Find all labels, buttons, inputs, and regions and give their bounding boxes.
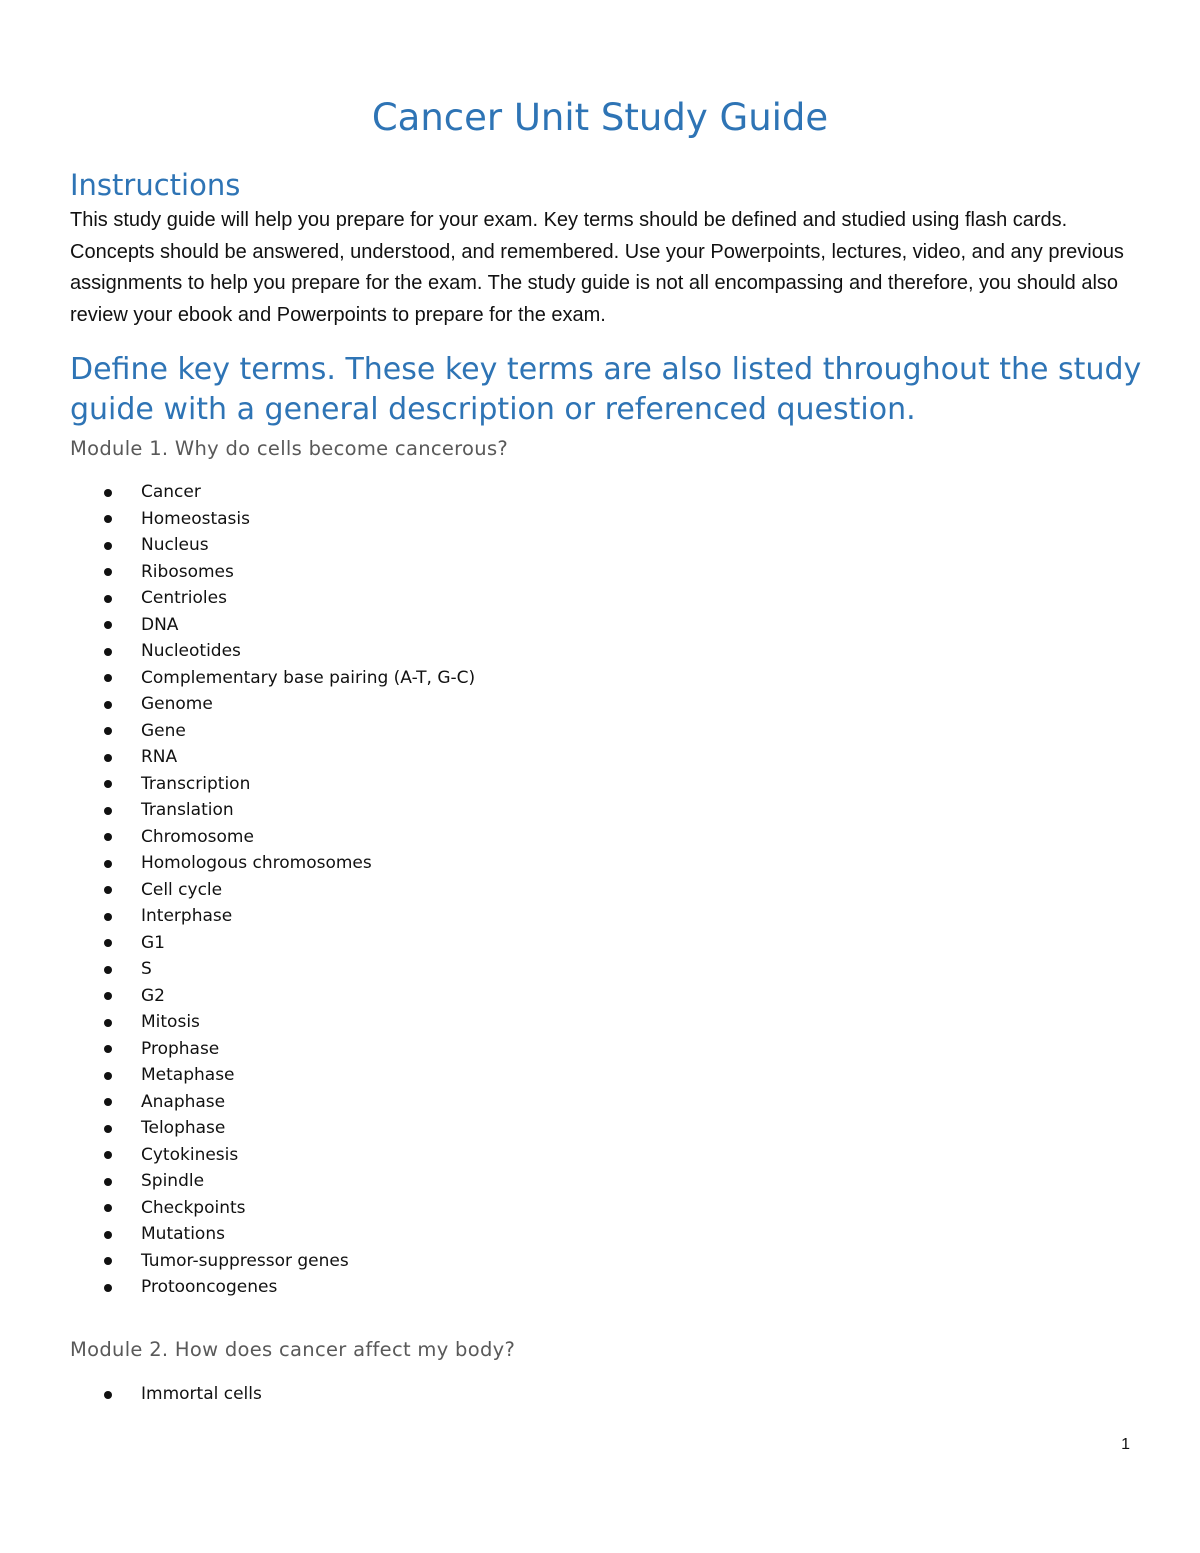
bullet-icon: [104, 780, 112, 788]
term-label: Spindle: [141, 1171, 205, 1191]
term-label: G1: [141, 932, 165, 953]
term-label: Prophase: [141, 1038, 220, 1059]
term-label: Mutations: [141, 1224, 225, 1244]
bullet-icon: [104, 1098, 112, 1106]
define-key-terms-heading: Define key terms. These key terms are also listed throughout the study guide with a general description or referenced question.: [70, 352, 1142, 427]
bullet-icon: [104, 648, 112, 656]
bullet-icon: [104, 939, 112, 947]
bullet-icon: [104, 1151, 112, 1159]
bullet-icon: [104, 1391, 112, 1399]
term-label: G2: [141, 985, 165, 1006]
bullet-icon: [104, 568, 112, 576]
term-label: Genome: [141, 694, 213, 714]
bullet-icon: [104, 621, 112, 629]
term-label: Telophase: [141, 1118, 226, 1138]
bullet-icon: [104, 542, 112, 550]
term-label: Immortal cells: [141, 1384, 262, 1404]
bullet-icon: [104, 754, 112, 762]
term-label: Anaphase: [141, 1091, 226, 1112]
term-label: RNA: [141, 747, 178, 767]
term-label: Checkpoints: [141, 1197, 246, 1218]
bullet-icon: [104, 674, 112, 682]
bullet-icon: [104, 886, 112, 894]
bullet-icon: [104, 992, 112, 1000]
bullet-icon: [104, 1045, 112, 1053]
bullet-icon: [104, 1231, 112, 1239]
bullet-icon: [104, 1178, 112, 1186]
page-number: 1: [1121, 1436, 1130, 1453]
bullet-icon: [104, 1204, 112, 1212]
bullet-icon: [104, 833, 112, 841]
bullet-icon: [104, 701, 112, 709]
bullet-icon: [104, 1284, 112, 1292]
term-label: Tumor-suppressor genes: [141, 1250, 349, 1271]
instructions-paragraph: This study guide will help you prepare for your exam. Key terms should be defined and studied using flash cards. Concepts should be answered, understood, and remembered. Use your Powerpoints, lectures, video, and any previous assignments to help you prepare for the exam. The study guide is not all encompassing and therefore, you should also review your ebook and Powerpoints to prepare for the exam.: [70, 209, 1124, 326]
term-label: Ribosomes: [141, 561, 234, 582]
document-title: Cancer Unit Study Guide: [371, 96, 829, 139]
bullet-icon: [104, 860, 112, 868]
module-1-heading: Module 1. Why do cells become cancerous?: [70, 437, 509, 460]
term-label: Translation: [141, 800, 234, 820]
bullet-icon: [104, 1019, 112, 1027]
term-label: Nucleotides: [141, 641, 241, 661]
bullet-icon: [104, 1257, 112, 1265]
term-label: Nucleus: [141, 535, 209, 555]
term-label: Cell cycle: [141, 879, 223, 900]
term-label: S: [141, 959, 152, 979]
bullet-icon: [104, 807, 112, 815]
instructions-heading: Instructions: [70, 168, 241, 202]
bullet-icon: [104, 913, 112, 921]
term-label: Homeostasis: [141, 508, 250, 529]
bullet-icon: [104, 1125, 112, 1133]
bullet-icon: [104, 966, 112, 974]
term-label: Cancer: [141, 482, 201, 502]
term-label: Centrioles: [141, 588, 227, 608]
bullet-icon: [104, 489, 112, 497]
term-label: Protooncogenes: [141, 1277, 278, 1297]
term-label: DNA: [141, 614, 179, 635]
term-label: Gene: [141, 720, 186, 741]
bullet-icon: [104, 1072, 112, 1080]
bullet-icon: [104, 515, 112, 523]
term-label: Cytokinesis: [141, 1144, 239, 1165]
bullet-icon: [104, 727, 112, 735]
term-label: Interphase: [141, 906, 233, 926]
term-label: Mitosis: [141, 1012, 200, 1032]
bullet-icon: [104, 595, 112, 603]
module-2-heading: Module 2. How does cancer affect my body?: [70, 1338, 516, 1361]
term-label: Complementary base pairing (A-T, G-C): [141, 667, 476, 688]
term-label: Transcription: [141, 773, 251, 794]
term-label: Metaphase: [141, 1065, 235, 1085]
term-label: Homologous chromosomes: [141, 853, 372, 873]
term-label: Chromosome: [141, 826, 254, 847]
